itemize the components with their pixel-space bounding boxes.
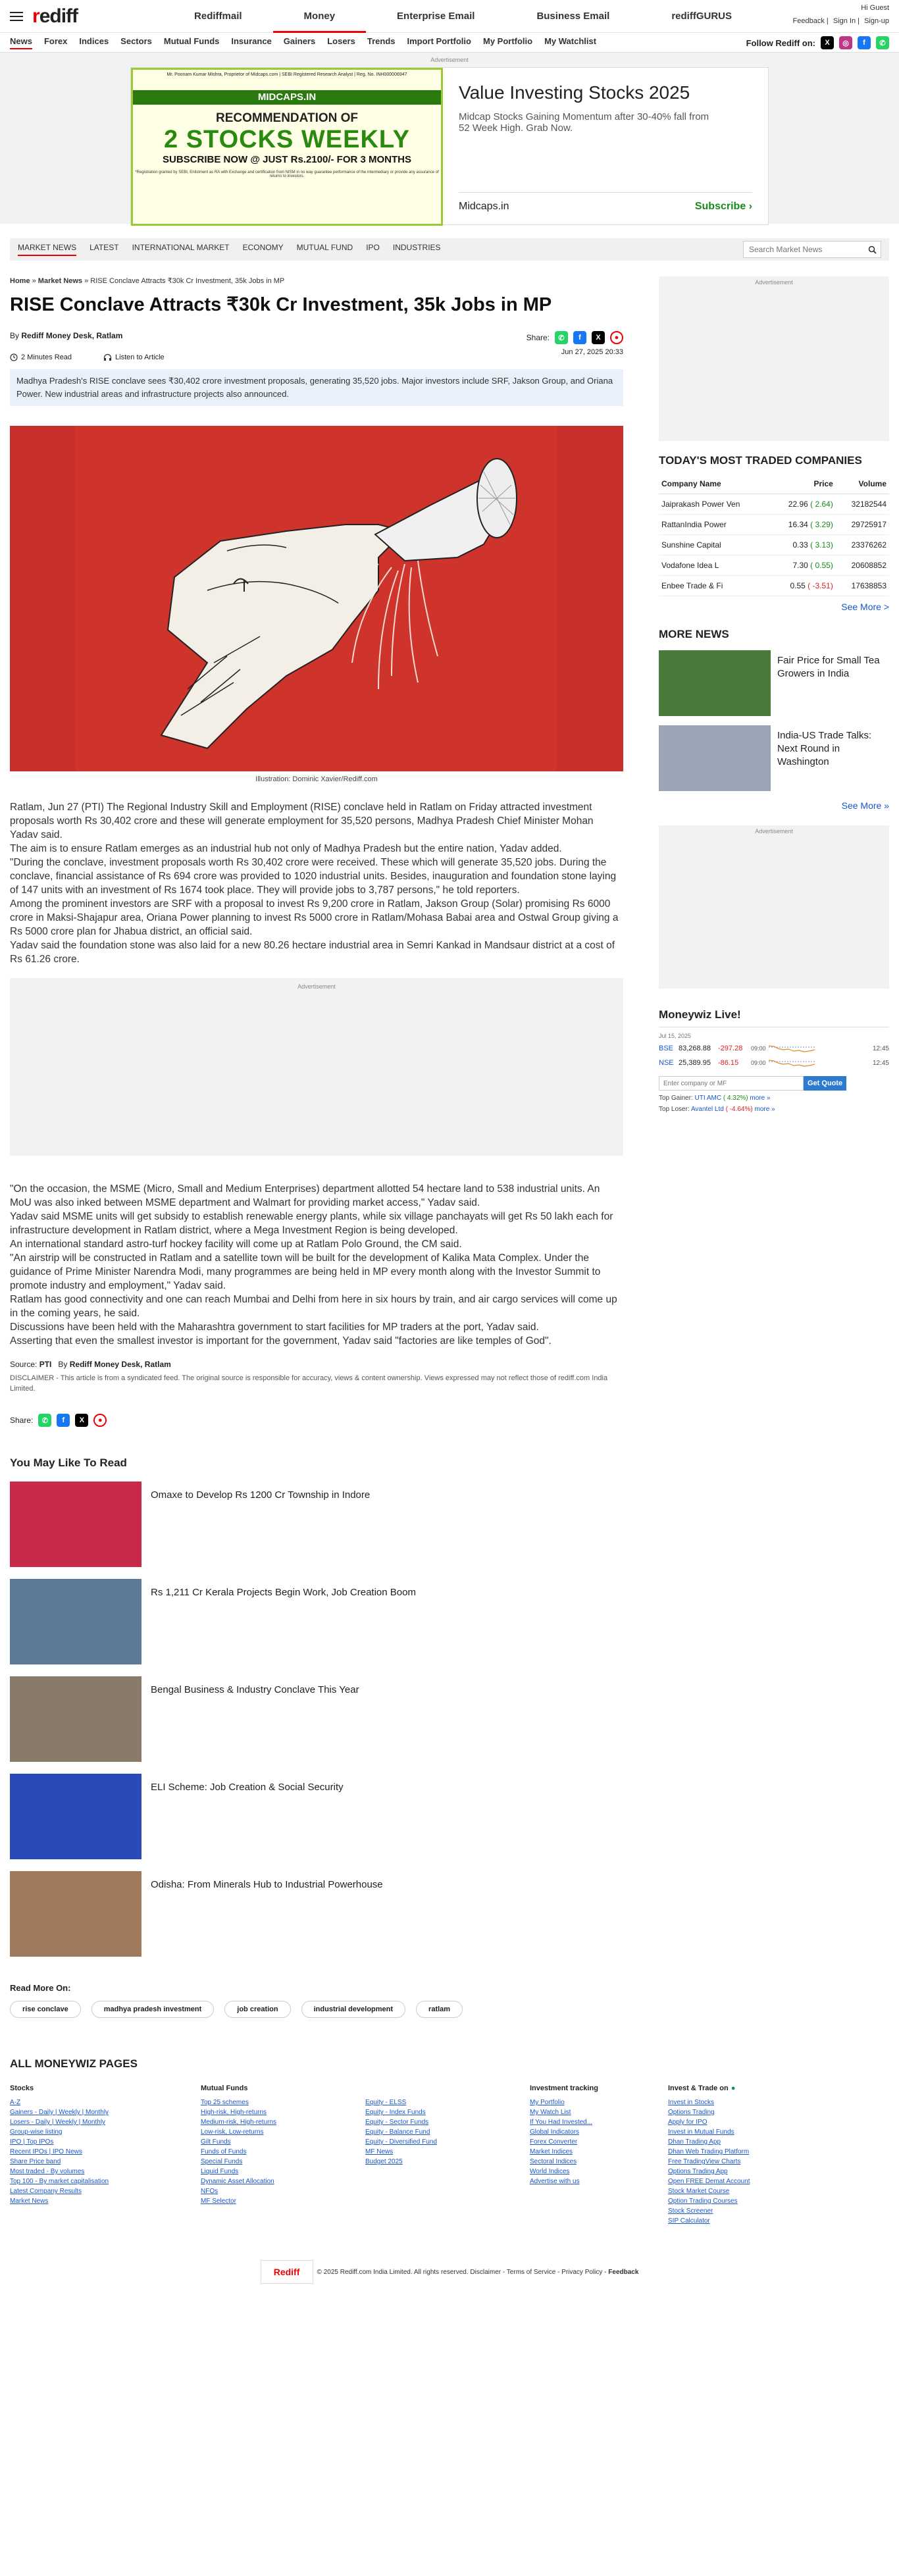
- more-news-item[interactable]: [659, 725, 889, 791]
- index-name[interactable]: NSE: [659, 1059, 674, 1067]
- related-article-thumbnail[interactable]: [10, 1871, 141, 1957]
- paragraph: "During the conclave, investment proposals worth Rs 30,402 crore were received. These which will generate 35,520 jobs. During the conclave, financial assistance of Rs 694 crore was provided to 1020 industrial units. Besides, inauguration and foundation stone laying of 147 units with an investment of Rs 1674 took place. They will provide jobs to 3,787 persons," he told reporters.: [10, 857, 617, 896]
- footer-link[interactable]: MF Selector: [201, 2198, 236, 2205]
- volume-cell: 32182544: [836, 494, 889, 515]
- footer-link[interactable]: Options Trading App: [668, 2168, 728, 2175]
- subnav-trends[interactable]: Trends: [367, 36, 396, 46]
- market-search-input[interactable]: [744, 242, 863, 257]
- related-article-thumbnail[interactable]: [10, 1676, 141, 1762]
- subnav-forex[interactable]: Forex: [43, 36, 68, 46]
- footer-link[interactable]: High-risk, High-returns: [201, 2109, 267, 2116]
- footer-link[interactable]: NFOs: [201, 2188, 218, 2195]
- top-loser: Top Loser: Avantel Ltd ( -4.64%) more »: [659, 1106, 775, 1113]
- article-meta: [10, 331, 623, 356]
- section-mutual-fund[interactable]: MUTUAL FUND: [296, 243, 353, 252]
- section-international-market[interactable]: INTERNATIONAL MARKET: [132, 243, 230, 252]
- tag-chip[interactable]: rise conclave: [10, 2001, 81, 2018]
- table-header-row: [659, 477, 889, 494]
- table-row: [659, 494, 889, 515]
- byline: By Rediff Money Desk, Ratlam: [10, 331, 123, 340]
- table-row: [659, 535, 889, 555]
- footer-link[interactable]: Latest Company Results: [10, 2188, 82, 2195]
- section-ipo[interactable]: IPO: [366, 243, 380, 252]
- footer-link-column: [668, 2084, 865, 2226]
- footer-link[interactable]: SIP Calculator: [668, 2217, 710, 2225]
- more-news-title-link[interactable]: India-US Trade Talks: Next Round in Washington: [777, 730, 872, 767]
- footer-link-column: [530, 2084, 668, 2226]
- footer-link[interactable]: If You Had Invested...: [530, 2119, 593, 2126]
- ad-header-line: Mr. Poonam Kumar Mishra, Proprietor of Midcaps.com | SEBI Registered Research Analyst | Reg. No. INH000006947: [167, 72, 407, 77]
- related-article[interactable]: [10, 1676, 623, 1762]
- whatsapp-icon[interactable]: ✆: [876, 36, 889, 49]
- ad-footer[interactable]: [459, 192, 752, 213]
- top-gainer: Top Gainer: UTI AMC ( 4.32%) more »: [659, 1095, 771, 1102]
- footer-link[interactable]: Market Indices: [530, 2148, 573, 2155]
- moneywiz-title: Moneywiz Live!: [659, 1008, 741, 1021]
- price-cell: [769, 555, 836, 576]
- subnav-my-portfolio[interactable]: My Portfolio: [482, 36, 533, 46]
- share-bar-bottom: [10, 1414, 623, 1427]
- footer-link[interactable]: Special Funds: [201, 2158, 243, 2165]
- paragraph: Among the prominent investors are SRF with a proposal to invest Rs 9,200 crore in Ratlam, Jakson Group (Solar) promising Rs 6000 crore in Maksi-Shajapur area, Oriana Power planning to invest Rs 5000 crore in Ratlam/Mohasa Babai area and Ostwal Group giving a Rs 5000 crore plan for Jhabua district, an official said.: [10, 898, 619, 937]
- footer-links[interactable]: Disclaimer - Terms of Service - Privacy Policy -: [470, 2268, 607, 2276]
- index-sparkline: [769, 1058, 815, 1068]
- price-cell: [769, 494, 836, 515]
- related-article[interactable]: [10, 1871, 623, 1957]
- article-summary: Madhya Pradesh's RISE conclave sees ₹30,402 crore investment proposals, generating 35,520 jobs. Major investors include SRF, Jakson Group, and Oriana Power. New industrial areas and infrastructure projects also announced.: [10, 369, 623, 406]
- index-change: -86.15: [718, 1059, 739, 1067]
- related-article-title[interactable]: ELI Scheme: Job Creation & Social Security: [151, 1782, 344, 1793]
- footer-link[interactable]: Sectoral Indices: [530, 2158, 577, 2165]
- more-news-thumbnail[interactable]: [659, 725, 771, 791]
- top-loser-link[interactable]: Avantel Ltd: [690, 1106, 724, 1113]
- ad-banner[interactable]: [130, 67, 769, 225]
- whatsapp-icon[interactable]: ✆: [38, 1414, 51, 1427]
- footer-link[interactable]: Gilt Funds: [201, 2138, 231, 2146]
- search-icon[interactable]: [863, 242, 881, 257]
- related-article-title[interactable]: Rs 1,211 Cr Kerala Projects Begin Work, Job Creation Boom: [151, 1587, 416, 1598]
- index-value: 25,389.95: [679, 1059, 711, 1067]
- col-volume: Volume: [836, 477, 889, 494]
- whatsapp-icon[interactable]: ✆: [555, 331, 568, 344]
- paragraph: Discussions have been held with the Maharashtra government to start facilities for MP traders at the port, Yadav said.: [10, 1322, 539, 1333]
- you-may-like-list: [10, 1481, 623, 1957]
- volume-cell: 20608852: [836, 555, 889, 576]
- index-time-start: 09:00: [751, 1045, 766, 1052]
- footer-link[interactable]: Top 100 - By market capitalisation: [10, 2178, 109, 2185]
- subnav-import-portfolio[interactable]: Import Portfolio: [407, 36, 471, 46]
- chevron-right-icon: ›: [748, 201, 752, 212]
- reddit-icon[interactable]: ●: [93, 1414, 107, 1427]
- ad-creative[interactable]: [131, 68, 443, 226]
- footer-link[interactable]: Open FREE Demat Account: [668, 2178, 750, 2185]
- tag-chip[interactable]: madhya pradesh investment: [91, 2001, 215, 2018]
- index-name[interactable]: BSE: [659, 1044, 674, 1052]
- footer-link-column: [10, 2084, 201, 2226]
- facebook-icon[interactable]: f: [573, 331, 586, 344]
- paragraph: "An airstrip will be constructed in Ratlam and a satellite town will be built for the development of Kalika Mata Complex. Under the guidance of Prime Minister Narendra Modi, many programmes are being held in MP every month along with the Investor Summit to promote industry and employment," Yadav said.: [10, 1252, 601, 1291]
- instagram-icon[interactable]: ◎: [839, 36, 852, 49]
- footer-copyright: © 2025 Rediff.com India Limited. All rights reserved.: [317, 2268, 469, 2276]
- footer-link[interactable]: Gainers - Daily | Weekly | Monthly: [10, 2109, 109, 2116]
- footer-link[interactable]: World Indices: [530, 2168, 570, 2175]
- more-news-list: [659, 650, 889, 791]
- quote-search: [659, 1076, 889, 1091]
- author-link[interactable]: Rediff Money Desk, Ratlam: [21, 331, 123, 340]
- x-icon[interactable]: X: [821, 36, 834, 49]
- footer-link[interactable]: IPO | Top IPOs: [10, 2138, 54, 2146]
- dhan-logo-icon: ●: [731, 2084, 736, 2092]
- top-bar: [0, 0, 899, 33]
- company-link[interactable]: Jaiprakash Power Ven: [659, 494, 769, 515]
- inline-ad-label: Advertisement: [297, 983, 336, 990]
- sidebar-advertisement: [659, 276, 889, 441]
- more-news-title-link[interactable]: Fair Price for Small Tea Growers in India: [777, 655, 880, 679]
- footer-link[interactable]: Dynamic Asset Allocation: [201, 2178, 274, 2185]
- top-gainer-link[interactable]: UTI AMC: [694, 1095, 722, 1102]
- footer-link[interactable]: Group-wise listing: [10, 2128, 63, 2136]
- col-price: Price: [769, 477, 836, 494]
- read-more-on-title: Read More On:: [10, 1983, 71, 1993]
- footer-link[interactable]: Share Price band: [10, 2158, 61, 2165]
- sidebar-advertisement-2: [659, 825, 889, 989]
- get-quote-button[interactable]: Get Quote: [804, 1076, 846, 1091]
- price-value: 16.34: [788, 520, 808, 529]
- footer-link[interactable]: Equity - Balance Fund: [365, 2128, 430, 2136]
- footer-link[interactable]: Budget 2025: [365, 2158, 403, 2165]
- company-link[interactable]: Vodafone Idea L: [659, 555, 769, 576]
- footer-link[interactable]: Options Trading: [668, 2109, 715, 2116]
- ad-label: Advertisement: [430, 57, 469, 63]
- section-economy[interactable]: ECONOMY: [242, 243, 284, 252]
- index-time-end: 12:45: [872, 1044, 889, 1052]
- price-cell: [769, 535, 836, 555]
- price-change: ( 3.29): [810, 520, 833, 529]
- sub-nav: [0, 33, 899, 53]
- breadcrumb: Home » Market News » RISE Conclave Attracts ₹30k Cr Investment, 35k Jobs in MP: [10, 277, 285, 285]
- market-search: [743, 241, 881, 258]
- rediff-logo[interactable]: rediff: [32, 5, 78, 27]
- related-article-title[interactable]: Omaxe to Develop Rs 1200 Cr Township in Indore: [151, 1489, 371, 1501]
- top-advertisement: [0, 53, 899, 224]
- related-article[interactable]: [10, 1481, 623, 1567]
- article-body-2: [10, 1182, 623, 1348]
- ad-subscribe-button[interactable]: Subscribe ›: [694, 201, 752, 212]
- follow-rediff: [746, 36, 889, 49]
- article-main: [10, 267, 623, 2018]
- market-section-nav: [10, 238, 889, 261]
- price-value: 7.30: [792, 561, 808, 570]
- footer-link[interactable]: Invest in Stocks: [668, 2099, 715, 2106]
- top-nav-business-email[interactable]: Business Email: [536, 10, 610, 22]
- footer-link[interactable]: A-Z: [10, 2099, 21, 2106]
- price-value: 0.55: [790, 581, 806, 590]
- footer-link[interactable]: My Portfolio: [530, 2099, 565, 2106]
- footer-link[interactable]: Dhan Web Trading Platform: [668, 2148, 750, 2155]
- footer-link[interactable]: Global Indicators: [530, 2128, 580, 2136]
- footer-link-column: [365, 2084, 530, 2226]
- facebook-icon[interactable]: f: [57, 1414, 70, 1427]
- index-row: [659, 1058, 889, 1068]
- footer-link[interactable]: Top 25 schemes: [201, 2099, 249, 2106]
- article-date: Jun 27, 2025 20:33: [561, 348, 623, 356]
- col-company: Company Name: [659, 477, 769, 494]
- tag-list: [10, 2001, 623, 2018]
- price-value: 0.33: [792, 540, 808, 550]
- paragraph: Ratlam, Jun 27 (PTI) The Regional Industry Skill and Employment (RISE) conclave held in Ratlam on Friday attracted investment proposals worth Rs 30,402 crore and these will generate employment for 35,520 persons, Madhya Pradesh Chief Minister Mohan Yadav said.: [10, 802, 594, 840]
- moneywiz-widget: [659, 1027, 889, 1113]
- footer-column-heading: [365, 2084, 530, 2094]
- footer-link[interactable]: Equity - Diversified Fund: [365, 2138, 437, 2146]
- account-link-sign-up[interactable]: Sign-up: [864, 17, 889, 25]
- subnav-insurance[interactable]: Insurance: [231, 36, 272, 46]
- share-bar: [527, 331, 623, 344]
- footer-link[interactable]: Medium-risk, High-returns: [201, 2119, 277, 2126]
- breadcrumb-market-news[interactable]: Market News: [38, 277, 83, 285]
- ad-domain[interactable]: Midcaps.in: [459, 201, 509, 212]
- menu-icon[interactable]: [10, 12, 23, 21]
- paragraph: Yadav said MSME units will get subsidy to establish renewable energy plants, while six village panchayats will get Rs 50 lakh each for infrastructure development in Ratlam district, where a Mega Investment Region is being developed.: [10, 1211, 613, 1236]
- related-article[interactable]: [10, 1579, 623, 1664]
- subnav-sectors[interactable]: Sectors: [120, 36, 152, 46]
- company-link[interactable]: Sunshine Capital: [659, 535, 769, 555]
- subnav-my-watchlist[interactable]: My Watchlist: [544, 36, 597, 46]
- footer-link[interactable]: Advertise with us: [530, 2178, 580, 2185]
- see-more-news-link[interactable]: See More »: [841, 800, 889, 811]
- illustration-caption: Illustration: Dominic Xavier/Rediff.com: [255, 775, 378, 783]
- footer-link[interactable]: Equity - Index Funds: [365, 2109, 426, 2116]
- footer-link[interactable]: Funds of Funds: [201, 2148, 247, 2155]
- paragraph: The aim is to ensure Ratlam emerges as an industrial hub not only of Madhya Pradesh but the entire nation, Yadav added.: [10, 843, 562, 854]
- volume-cell: 17638853: [836, 576, 889, 596]
- section-industries[interactable]: INDUSTRIES: [392, 243, 441, 252]
- moneywiz-date: Jul 15, 2025: [659, 1033, 692, 1039]
- index-time-start: 09:00: [751, 1060, 766, 1066]
- index-value: 83,268.88: [679, 1044, 711, 1052]
- footer-link[interactable]: Market News: [10, 2198, 49, 2205]
- breadcrumb-current: RISE Conclave Attracts ₹30k Cr Investment, 35k Jobs in MP: [90, 277, 285, 285]
- related-article-thumbnail[interactable]: [10, 1774, 141, 1859]
- price-cell: [769, 576, 836, 596]
- greeting: Hi Guest: [861, 4, 889, 12]
- related-article-title[interactable]: Odisha: From Minerals Hub to Industrial Powerhouse: [151, 1879, 383, 1890]
- sidebar-ad-label: Advertisement: [755, 279, 793, 286]
- all-pages-title: ALL MONEYWIZ PAGES: [10, 2057, 138, 2070]
- footer-link[interactable]: Apply for IPO: [668, 2119, 707, 2126]
- follow-label: Follow Rediff on:: [746, 38, 815, 48]
- top-nav-rediffgurus[interactable]: rediffGURUS: [671, 10, 732, 22]
- footer-link-column: [201, 2084, 365, 2226]
- most-traded-table: [659, 477, 889, 596]
- footer-column-heading: Investment tracking: [530, 2084, 598, 2092]
- paragraph: "On the occasion, the MSME (Micro, Small and Medium Enterprises) department allotted 54 hectare land to 538 industrial units. An MoU was also inked between MSME department and Walmart for providing market access," Yadav said.: [10, 1183, 600, 1208]
- related-article-thumbnail[interactable]: [10, 1481, 141, 1567]
- listen-article-button[interactable]: Listen to Article: [103, 353, 180, 361]
- footer-link[interactable]: Equity - Sector Funds: [365, 2119, 429, 2126]
- index-row: [659, 1043, 889, 1054]
- more-news-item[interactable]: [659, 650, 889, 716]
- account-links: Hi Guest Feedback | Sign In | Sign-up: [790, 4, 889, 25]
- more-news-title: MORE NEWS: [659, 628, 729, 640]
- index-sparkline: [769, 1043, 815, 1054]
- footer-column-heading: Stocks: [10, 2084, 34, 2092]
- table-row: [659, 515, 889, 535]
- breadcrumb-home[interactable]: Home: [10, 277, 30, 285]
- price-change: ( -3.51): [808, 581, 833, 590]
- ad-rec: RECOMMENDATION OF: [215, 111, 359, 125]
- all-moneywiz-pages: [0, 2057, 899, 2226]
- source-author[interactable]: Rediff Money Desk, Ratlam: [69, 1360, 171, 1369]
- footer-link[interactable]: Free TradingView Charts: [668, 2158, 741, 2165]
- share-label: Share:: [526, 333, 550, 342]
- ad-fine-print: *Registration granted by SEBI, Enlistment as RA with Exchange and certification from NISM in no way guarantee performance of the intermediary or provide any assurance of returns to investors.: [135, 170, 439, 178]
- footer-link[interactable]: Equity - ELSS: [365, 2099, 407, 2106]
- most-traded-title: TODAY'S MOST TRADED COMPANIES: [659, 454, 862, 467]
- footer-link[interactable]: Forex Converter: [530, 2138, 578, 2146]
- article-body-1: [10, 800, 623, 966]
- article-illustration: [10, 426, 623, 771]
- ad-sub: SUBSCRIBE NOW @ JUST Rs.2100/- FOR 3 MONTHS: [162, 154, 412, 165]
- see-more-traded-link[interactable]: See More >: [841, 602, 889, 612]
- footer-link[interactable]: Option Trading Courses: [668, 2198, 738, 2205]
- subnav-mutual-funds[interactable]: Mutual Funds: [163, 36, 220, 46]
- reddit-icon[interactable]: ●: [610, 331, 623, 344]
- subnav-indices[interactable]: Indices: [79, 36, 109, 46]
- source-name: PTI: [39, 1360, 52, 1369]
- footer: [0, 2252, 899, 2292]
- related-article[interactable]: [10, 1774, 623, 1859]
- volume-cell: 23376262: [836, 535, 889, 555]
- table-row: [659, 555, 889, 576]
- ad-brand: MIDCAPS.IN: [133, 90, 441, 105]
- top-nav-rediffmail[interactable]: Rediffmail: [194, 10, 242, 22]
- footer-link[interactable]: Dhan Trading App: [668, 2138, 721, 2146]
- paragraph: Yadav said the foundation stone was also laid for a new 80.26 hectare industrial area in Semri Kankad in Mandsaur district at a cost of Rs 61.26 crore.: [10, 940, 615, 965]
- footer-link[interactable]: Low-risk, Low-returns: [201, 2128, 264, 2136]
- subnav-news[interactable]: News: [10, 36, 32, 49]
- company-link[interactable]: Enbee Trade & Fi: [659, 576, 769, 596]
- top-gainer-more-link[interactable]: more »: [750, 1095, 771, 1102]
- footer-link[interactable]: My Watch List: [530, 2109, 571, 2116]
- ad-copy[interactable]: [443, 68, 768, 224]
- more-news-thumbnail[interactable]: [659, 650, 771, 716]
- footer-link[interactable]: Recent IPOs | IPO News: [10, 2148, 82, 2155]
- footer-logo[interactable]: Rediff: [261, 2260, 313, 2284]
- footer-link[interactable]: Losers - Daily | Weekly | Monthly: [10, 2119, 106, 2126]
- index-time-end: 12:45: [872, 1059, 889, 1067]
- account-link-feedback[interactable]: Feedback: [792, 17, 825, 25]
- top-nav: [163, 0, 763, 33]
- top-nav-enterprise-email[interactable]: Enterprise Email: [397, 10, 475, 22]
- tag-chip[interactable]: ratlam: [416, 2001, 463, 2018]
- footer-link[interactable]: Most traded - By volumes: [10, 2168, 85, 2175]
- section-latest[interactable]: LATEST: [90, 243, 119, 252]
- article-source: Source: PTI By Rediff Money Desk, Ratlam: [10, 1360, 171, 1369]
- account-link-sign-in[interactable]: Sign In: [833, 17, 856, 25]
- related-article-thumbnail[interactable]: [10, 1579, 141, 1664]
- price-change: ( 3.13): [810, 540, 833, 550]
- paragraph: Asserting that even the smallest investor is important for the government, Yadav said "factories are like temples of God".: [10, 1335, 552, 1347]
- sidebar-ad-label-2: Advertisement: [755, 828, 793, 835]
- price-cell: [769, 515, 836, 535]
- footer-link[interactable]: Stock Market Course: [668, 2188, 730, 2195]
- paragraph: Ratlam has good connectivity and one can reach Mumbai and Delhi from here in six hours by train, and air cargo services will come up in the coming years, he said.: [10, 1294, 617, 1319]
- ad-description: Midcap Stocks Gaining Momentum after 30-40% fall from 52 Week High. Grab Now.: [459, 111, 709, 134]
- article-title: RISE Conclave Attracts ₹30k Cr Investment, 35k Jobs in MP: [10, 294, 552, 315]
- share-label-bottom: Share:: [10, 1416, 34, 1425]
- x-icon[interactable]: X: [75, 1414, 88, 1427]
- price-change: ( 2.64): [810, 500, 833, 509]
- footer-link[interactable]: Invest in Mutual Funds: [668, 2128, 734, 2136]
- read-time: 2 Minutes Read: [10, 353, 88, 361]
- footer-feedback-link[interactable]: Feedback: [608, 2268, 639, 2276]
- top-loser-more-link[interactable]: more »: [754, 1106, 775, 1113]
- footer-link[interactable]: Liquid Funds: [201, 2168, 239, 2175]
- sidebar: [659, 267, 889, 2018]
- price-value: 22.96: [788, 500, 808, 509]
- related-article-title[interactable]: Bengal Business & Industry Conclave This Year: [151, 1684, 359, 1695]
- footer-link[interactable]: Stock Screener: [668, 2207, 713, 2215]
- index-change: -297.28: [718, 1044, 743, 1052]
- x-icon[interactable]: X: [592, 331, 605, 344]
- volume-cell: 29725917: [836, 515, 889, 535]
- tag-chip[interactable]: industrial development: [301, 2001, 405, 2018]
- subnav-losers[interactable]: Losers: [327, 36, 355, 46]
- quote-search-input[interactable]: [659, 1076, 804, 1091]
- ad-headline[interactable]: Value Investing Stocks 2025: [459, 82, 690, 103]
- company-link[interactable]: RattanIndia Power: [659, 515, 769, 535]
- facebook-icon[interactable]: f: [858, 36, 871, 49]
- paragraph: An international standard astro-turf hockey facility will come up at Ratlam Polo Ground, the CM said.: [10, 1239, 462, 1250]
- footer-column-heading: Mutual Funds: [201, 2084, 248, 2092]
- inline-advertisement: [10, 978, 623, 1156]
- tag-chip[interactable]: job creation: [224, 2001, 290, 2018]
- you-may-like-title: You May Like To Read: [10, 1456, 127, 1469]
- footer-column-heading: Invest & Trade on ●: [668, 2084, 736, 2092]
- table-row: [659, 576, 889, 596]
- price-change: ( 0.55): [810, 561, 833, 570]
- section-market-news[interactable]: MARKET NEWS: [18, 243, 76, 256]
- disclaimer: DISCLAIMER - This article is from a syndicated feed. The original source is responsible for accuracy, views & content ownership. Views expressed may not reflect those of rediff.com India Limited.: [10, 1374, 608, 1393]
- top-nav-money[interactable]: Money: [273, 0, 367, 33]
- footer-link[interactable]: MF News: [365, 2148, 394, 2155]
- subnav-gainers[interactable]: Gainers: [283, 36, 316, 46]
- ad-big: 2 STOCKS WEEKLY: [164, 126, 410, 153]
